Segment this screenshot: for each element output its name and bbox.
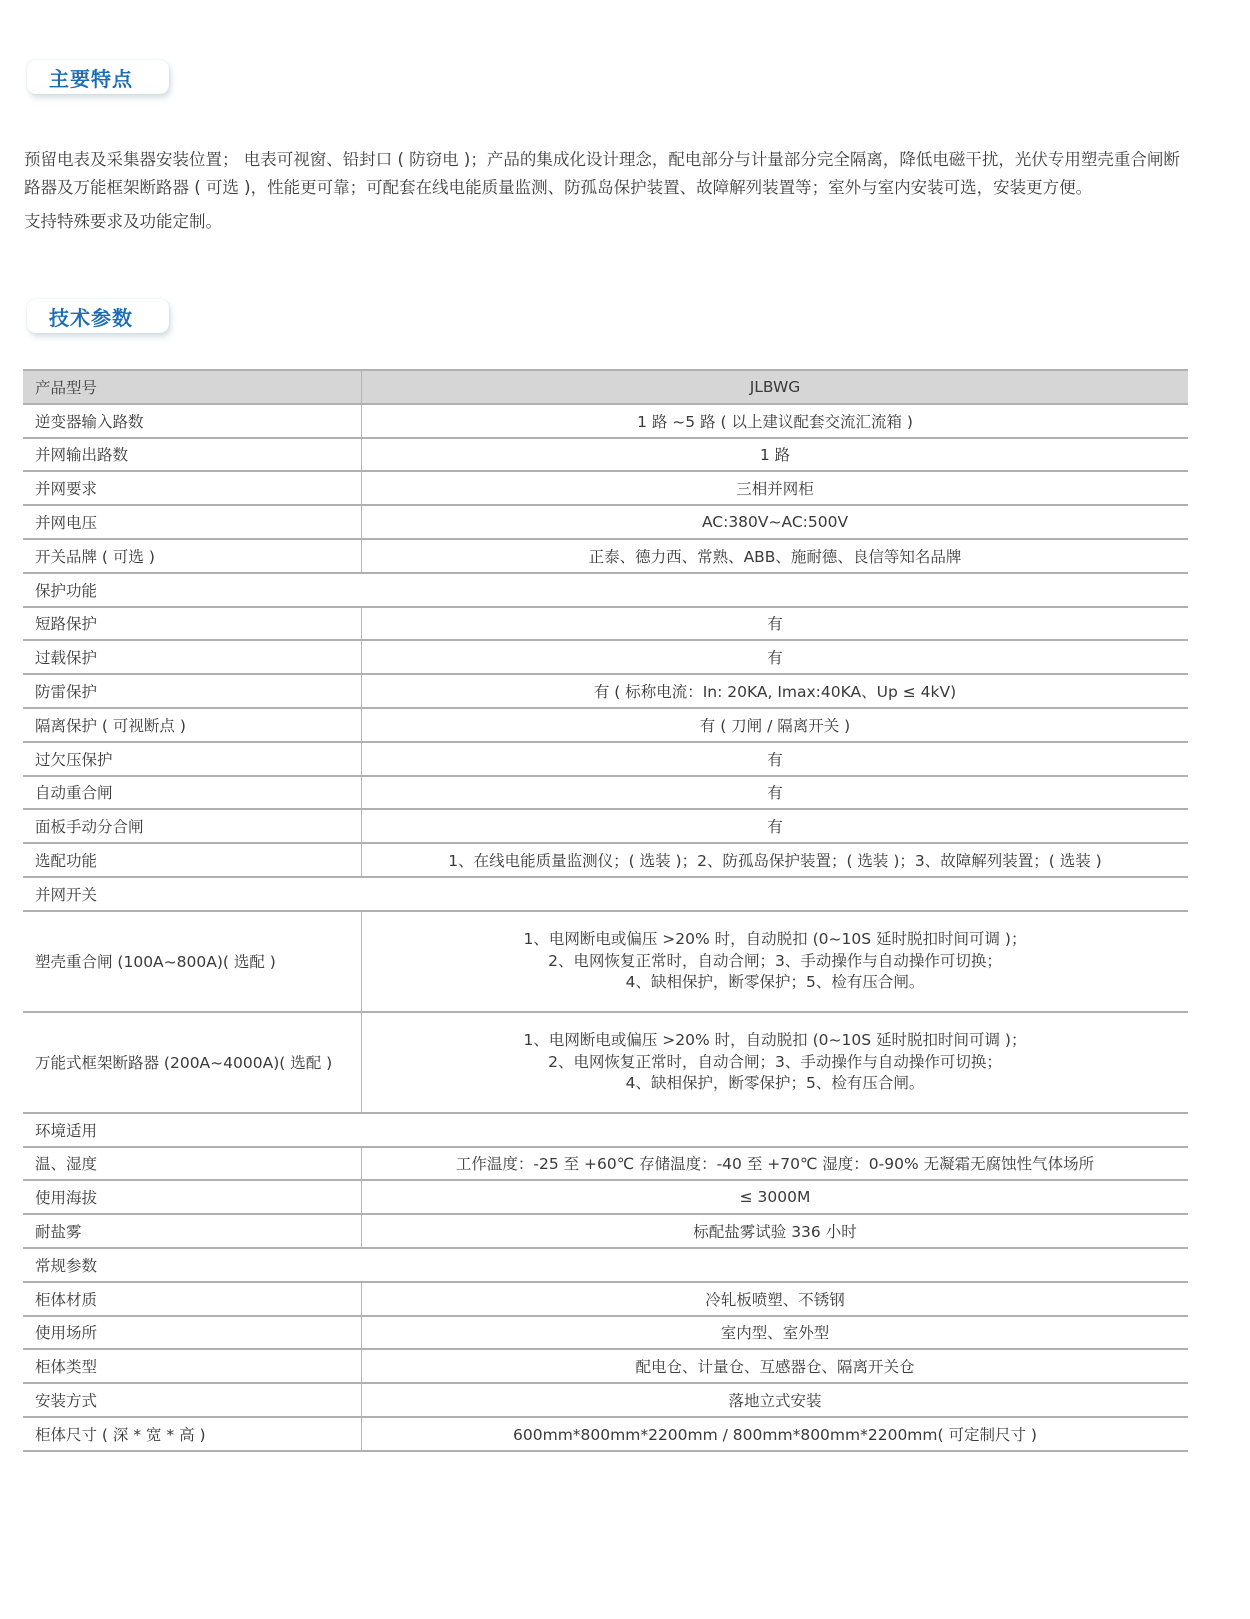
row-label: 短路保护 bbox=[23, 607, 362, 641]
row-value: 有 ( 标称电流：In: 20KA, Imax:40KA、Up ≤ 4kV) bbox=[362, 674, 1189, 708]
table-row bbox=[23, 1282, 1188, 1316]
table-group-row bbox=[23, 1248, 1188, 1282]
table-row bbox=[23, 674, 1188, 708]
row-label: 防雷保护 bbox=[23, 674, 362, 708]
row-label: 并网电压 bbox=[23, 505, 362, 539]
row-label: 温、湿度 bbox=[23, 1147, 362, 1181]
features-paragraph: 预留电表及采集器安装位置； 电表可视窗、铅封口 ( 防窃电 )；产品的集成化设计理念，配电部分与计量部分完全隔离，降低电磁干扰，光伏专用塑壳重合闸断路器及万能框架断路器 ( 可选 )，性能更可靠；可配套在线电能质量监测、防孤岛保护装置、故障解列装置等；室外与室内安装可选，安装更方便。 bbox=[24, 150, 1180, 197]
row-label: 使用场所 bbox=[23, 1316, 362, 1350]
row-label: 面板手动分合闸 bbox=[23, 809, 362, 843]
row-label: 柜体材质 bbox=[23, 1282, 362, 1316]
table-row bbox=[23, 911, 1188, 1012]
row-label: 万能式框架断路器 (200A~4000A)( 选配 ) bbox=[23, 1012, 362, 1113]
row-label: 过欠压保护 bbox=[23, 742, 362, 776]
table-row bbox=[23, 1316, 1188, 1350]
row-value-line: 1、电网断电或偏压 >20% 时，自动脱扣 (0~10S 延时脱扣时间可调 )； bbox=[523, 1031, 1027, 1049]
features-heading: 主要特点 bbox=[49, 66, 133, 91]
header-label: 产品型号 bbox=[23, 370, 362, 404]
group-title: 常规参数 bbox=[23, 1248, 1188, 1282]
row-value-line: 2、电网恢复正常时，自动合闸；3、手动操作与自动操作可切换； bbox=[548, 951, 1002, 970]
table-group-row bbox=[23, 877, 1188, 911]
row-label: 选配功能 bbox=[23, 843, 362, 877]
row-value: 配电仓、计量仓、互感器仓、隔离开关仓 bbox=[362, 1349, 1189, 1383]
group-title: 保护功能 bbox=[23, 573, 1188, 607]
row-label: 隔离保护 ( 可视断点 ) bbox=[23, 708, 362, 742]
table-row bbox=[23, 539, 1188, 573]
row-label: 逆变器输入路数 bbox=[23, 404, 362, 438]
specs-heading: 技术参数 bbox=[49, 305, 133, 330]
features-paragraph: 支持特殊要求及功能定制。 bbox=[24, 212, 222, 231]
row-value: 有 bbox=[362, 776, 1189, 810]
spec-table bbox=[23, 369, 1188, 1452]
row-value: 1 路 ~5 路 ( 以上建议配套交流汇流箱 ) bbox=[362, 404, 1189, 438]
row-value-line: 2、电网恢复正常时，自动合闸；3、手动操作与自动操作可切换； bbox=[548, 1052, 1002, 1071]
table-row bbox=[23, 708, 1188, 742]
table-row bbox=[23, 1349, 1188, 1383]
table-row bbox=[23, 404, 1188, 438]
table-row bbox=[23, 1180, 1188, 1214]
table-group-row bbox=[23, 1113, 1188, 1147]
table-row bbox=[23, 742, 1188, 776]
row-label: 安装方式 bbox=[23, 1383, 362, 1417]
table-row bbox=[23, 640, 1188, 674]
row-value: 1、在线电能质量监测仪；( 选装 )；2、防孤岛保护装置；( 选装 )；3、故障解列装置；( 选装 ) bbox=[362, 843, 1189, 877]
row-value-line: 4、缺相保护，断零保护；5、检有压合闸。 bbox=[625, 1074, 925, 1092]
row-label: 并网要求 bbox=[23, 471, 362, 505]
table-group-row bbox=[23, 573, 1188, 607]
row-value: 有 bbox=[362, 809, 1189, 843]
table-row bbox=[23, 1383, 1188, 1417]
row-value bbox=[362, 911, 1189, 1012]
row-label: 耐盐雾 bbox=[23, 1214, 362, 1248]
row-value: ≤ 3000M bbox=[362, 1180, 1189, 1214]
row-value: 有 bbox=[362, 742, 1189, 776]
row-value bbox=[362, 1012, 1189, 1113]
row-value: 工作温度：-25 至 +60℃ 存储温度：-40 至 +70℃ 湿度：0-90% 无凝霜无腐蚀性气体场所 bbox=[362, 1147, 1189, 1181]
row-value: AC:380V~AC:500V bbox=[362, 505, 1189, 539]
row-value: 室内型、室外型 bbox=[362, 1316, 1189, 1350]
table-row bbox=[23, 505, 1188, 539]
row-value-line: 4、缺相保护，断零保护；5、检有压合闸。 bbox=[625, 973, 925, 991]
table-row bbox=[23, 776, 1188, 810]
header-value: JLBWG bbox=[362, 370, 1189, 404]
row-label: 开关品牌 ( 可选 ) bbox=[23, 539, 362, 573]
row-value: 落地立式安装 bbox=[362, 1383, 1189, 1417]
section-tag-specs bbox=[27, 299, 169, 333]
row-label: 自动重合闸 bbox=[23, 776, 362, 810]
row-value: 600mm*800mm*2200mm / 800mm*800mm*2200mm( 可定制尺寸 ) bbox=[362, 1417, 1189, 1451]
features-description bbox=[24, 146, 1194, 236]
row-value: 有 bbox=[362, 607, 1189, 641]
row-label: 柜体尺寸 ( 深 * 宽 * 高 ) bbox=[23, 1417, 362, 1451]
table-header-row bbox=[23, 370, 1188, 404]
table-row bbox=[23, 607, 1188, 641]
row-value: 冷轧板喷塑、不锈钢 bbox=[362, 1282, 1189, 1316]
table-row bbox=[23, 1147, 1188, 1181]
group-title: 并网开关 bbox=[23, 877, 1188, 911]
row-label: 塑壳重合闸 (100A~800A)( 选配 ) bbox=[23, 911, 362, 1012]
section-tag-features bbox=[27, 60, 169, 94]
row-label: 并网输出路数 bbox=[23, 438, 362, 472]
row-value: 有 bbox=[362, 640, 1189, 674]
table-row bbox=[23, 1012, 1188, 1113]
row-value: 正泰、德力西、常熟、ABB、施耐德、良信等知名品牌 bbox=[362, 539, 1189, 573]
row-label: 使用海拔 bbox=[23, 1180, 362, 1214]
table-row bbox=[23, 1214, 1188, 1248]
row-value: 1 路 bbox=[362, 438, 1189, 472]
table-row bbox=[23, 843, 1188, 877]
row-value: 三相并网柜 bbox=[362, 471, 1189, 505]
table-row bbox=[23, 438, 1188, 472]
row-label: 过载保护 bbox=[23, 640, 362, 674]
table-row bbox=[23, 1417, 1188, 1451]
row-value: 标配盐雾试验 336 小时 bbox=[362, 1214, 1189, 1248]
row-value-line: 1、电网断电或偏压 >20% 时，自动脱扣 (0~10S 延时脱扣时间可调 )； bbox=[523, 930, 1027, 948]
table-row bbox=[23, 809, 1188, 843]
row-label: 柜体类型 bbox=[23, 1349, 362, 1383]
row-value: 有 ( 刀闸 / 隔离开关 ) bbox=[362, 708, 1189, 742]
table-row bbox=[23, 471, 1188, 505]
group-title: 环境适用 bbox=[23, 1113, 1188, 1147]
